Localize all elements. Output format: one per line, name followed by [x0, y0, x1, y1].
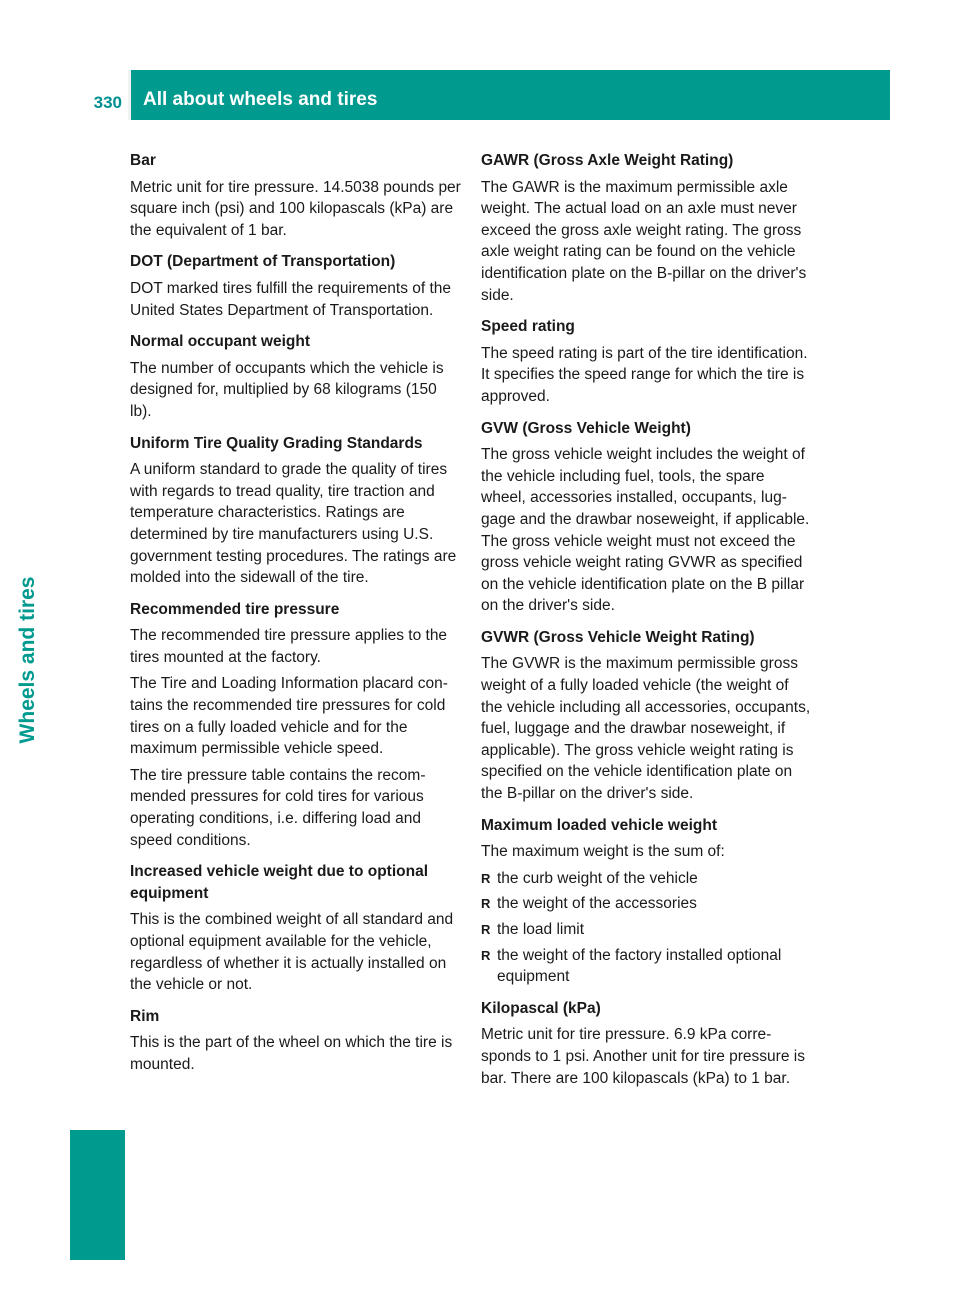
side-tab-block [70, 1130, 125, 1260]
term-utqg: Uniform Tire Quality Grading Standards [130, 434, 423, 452]
list-item [481, 893, 813, 915]
left-column [130, 150, 462, 1086]
term-gvw: GVW (Gross Vehicle Weight) [481, 419, 691, 437]
list-item [481, 868, 813, 890]
page-number: 330 [70, 70, 128, 120]
definition-bar: Metric unit for tire pressure. 14.5038 pounds per square inch (psi) and 100 kilopascals (kPa) are the equivalent of 1 bar. [130, 178, 461, 239]
right-column [481, 150, 813, 1099]
header-title-box [131, 70, 890, 120]
side-tab-label: Wheels and tires [16, 576, 39, 744]
list-item [481, 919, 813, 941]
bullet-list [481, 868, 813, 988]
term-speed-rating: Speed rating [481, 318, 575, 336]
bullet-marker: R [481, 870, 491, 886]
term-normal-occupant-weight: Normal occupant weight [130, 333, 310, 351]
term-dot: DOT (Department of Transportation) [130, 253, 396, 271]
term-kilopascal: Kilopascal (kPa) [481, 999, 601, 1017]
term-bar: Bar [130, 152, 156, 169]
definition-utqg: A uniform standard to grade the quality of tires with regards to tread quality, tire traction and temperature characteristics. Ratings are determined by tire manufacturers using U.S. government testing procedures. The ratings are molded into the sidewall of the tire. [130, 461, 457, 587]
definition-increased-vehicle-weight: This is the combined weight of all standard and optional equipment available for the vehicle, regardless of whether it is actually installed on the vehicle or not. [130, 911, 454, 994]
definition-gvw: The gross vehicle weight includes the weight of the vehicle including fuel, tools, the spare wheel, accessories installed, occupants, luggage and the drawbar noseweight, if applicable. The gross vehicle weight must not exceed the gross vehicle weight rating GVWR as specified on the vehicle identification plate on the B pillar on the driver's side. [481, 446, 810, 615]
list-item-text: the weight of the factory installed optional equipment [497, 946, 782, 986]
list-item [481, 945, 813, 988]
term-maximum-loaded-vehicle-weight: Maximum loaded vehicle weight [481, 816, 718, 834]
list-item-text: the load limit [497, 921, 585, 938]
page-title: All about wheels and tires [143, 89, 378, 110]
definition-recommended-tire-pressure-1: The recommended tire pressure applies to the tires mounted at the factory. [130, 627, 448, 666]
definition-gawr: The GAWR is the maximum permissible axle weight. The actual load on an axle must never exceed the gross axle weight rating. The gross axle weight rating can be found on the vehicle identification plate on the B-pillar on the driver's side. [481, 178, 807, 304]
term-gawr: GAWR (Gross Axle Weight Rating) [481, 152, 734, 169]
definition-gvwr: The GVWR is the maximum permissible gross weight of a fully loaded vehicle (the weight of the vehicle including all accessories, occupants, fuel, luggage and the drawbar noseweight, if applicable). The gross vehicle weight rating is specified on the vehicle identification plate on the B-pillar on the driver's side. [481, 655, 811, 803]
term-increased-vehicle-weight: Increased vehicle weight due to optional equipment [130, 863, 429, 902]
bullet-marker: R [481, 947, 491, 963]
definition-rim: This is the part of the wheel on which the tire is mounted. [130, 1034, 453, 1073]
term-recommended-tire-pressure: Recommended tire pressure [130, 600, 340, 618]
list-item-text: the weight of the accessories [497, 895, 697, 913]
bullet-marker: R [481, 922, 491, 937]
definition-speed-rating: The speed rating is part of the tire identification. It specifies the speed range for which the tire is approved. [481, 344, 808, 405]
definition-recommended-tire-pressure-3: The tire pressure table contains the recommended pressures for cold tires for various operating conditions, i.e. differing load and speed conditions. [130, 766, 426, 849]
definition-maximum-loaded-intro: The maximum weight is the sum of: [481, 843, 725, 861]
list-item-text: the curb weight of the vehicle [497, 869, 698, 887]
term-rim: Rim [130, 1007, 160, 1025]
term-gvwr: GVWR (Gross Vehicle Weight Rating) [481, 628, 755, 646]
definition-recommended-tire-pressure-2: The Tire and Loading Information placard contains the recommended tire pressures for cold tires on a fully loaded vehicle and for the maximum permissible vehicle speed. [130, 675, 448, 758]
definition-normal-occupant-weight: The number of occupants which the vehicle is designed for, multiplied by 68 kilograms (150 lb). [130, 359, 444, 420]
bullet-marker: R [481, 896, 491, 912]
definition-kilopascal: Metric unit for tire pressure. 6.9 kPa corresponds to 1 psi. Another unit for tire pressure is bar. There are 100 kilopascals (kPa) to 1 bar. [481, 1026, 805, 1087]
definition-dot: DOT marked tires fulfill the requirements of the United States Department of Transportation. [130, 279, 452, 319]
